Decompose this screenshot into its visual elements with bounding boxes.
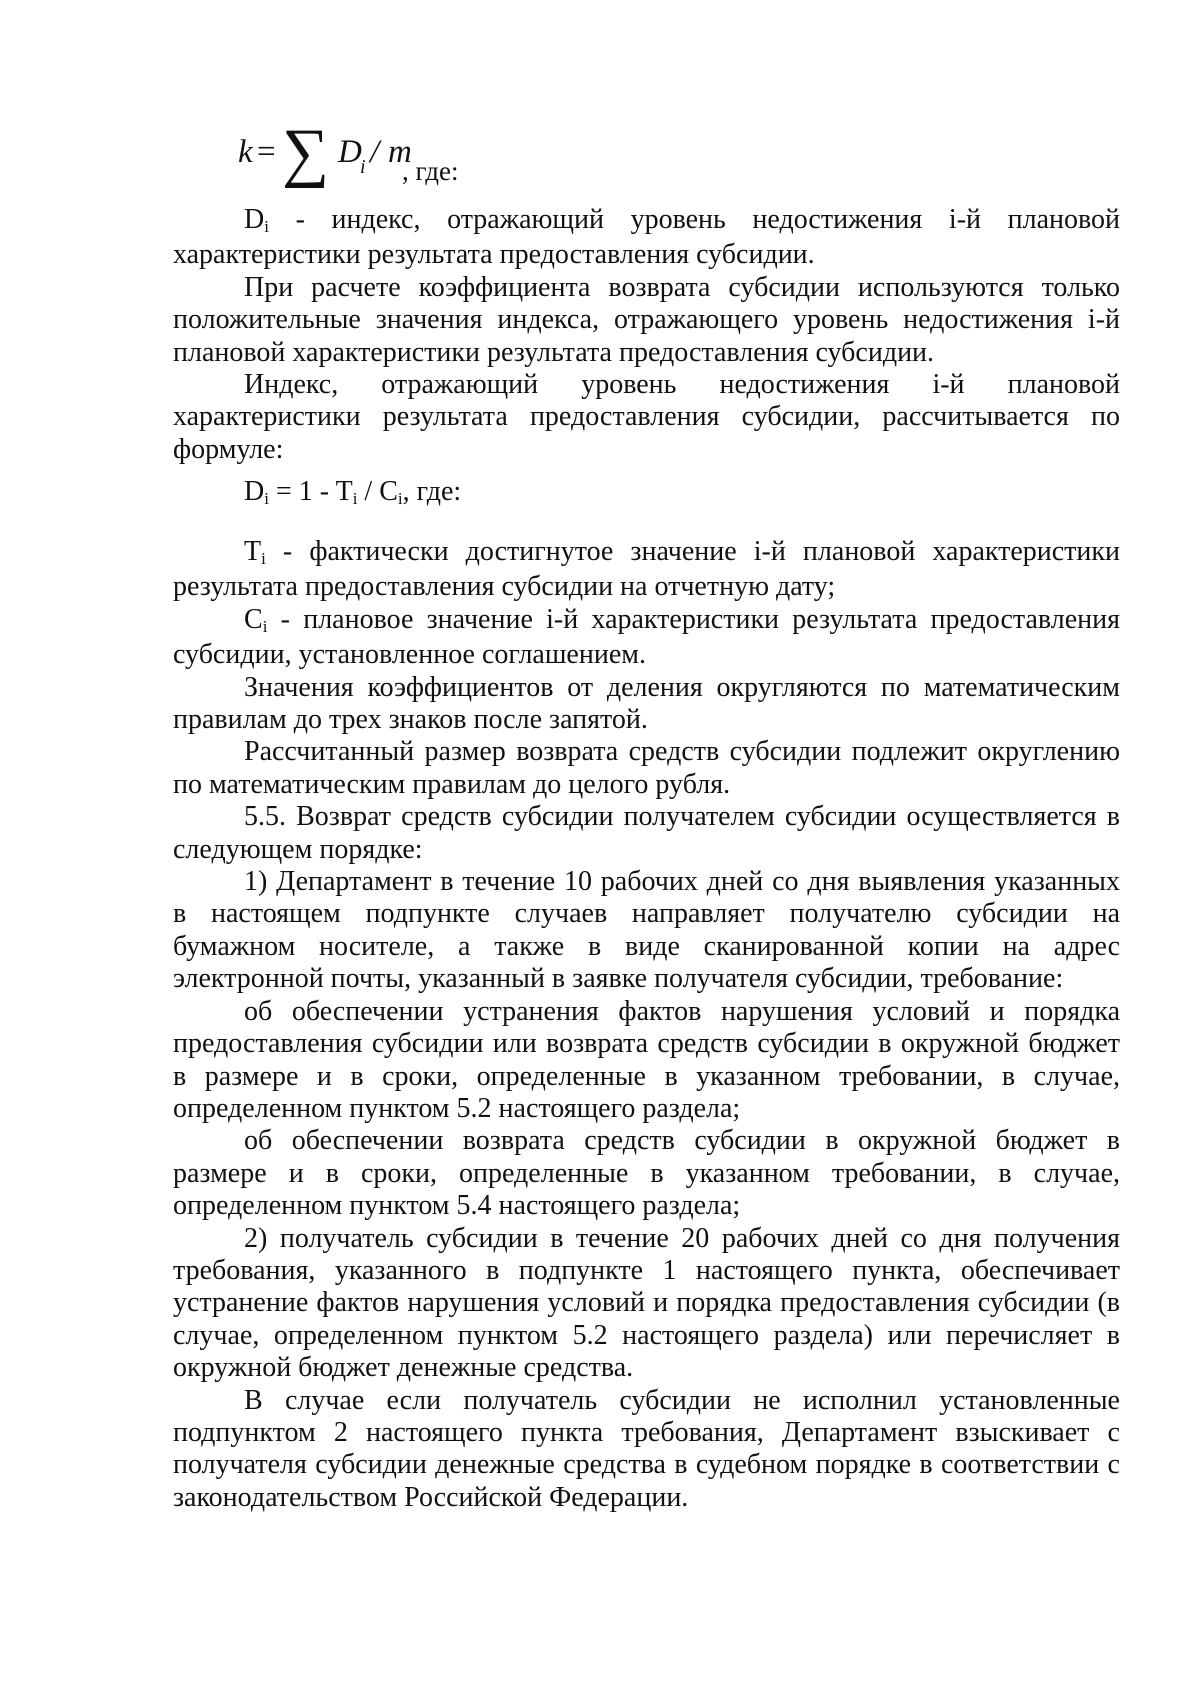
formula-k-d-subscript: i xyxy=(360,156,366,178)
formula-d-line xyxy=(173,476,1120,511)
formula-d-where: , где: xyxy=(402,476,462,507)
t-subscript: i xyxy=(261,549,266,568)
formula-t-subscript: i xyxy=(352,489,358,508)
d-symbol: D xyxy=(244,204,265,235)
paragraph-c-definition xyxy=(173,604,1120,672)
c-symbol: C xyxy=(244,603,263,635)
formula-k-slash: / xyxy=(370,134,380,170)
paragraph-d-definition xyxy=(173,204,1120,272)
c-definition-text: - плановое значение i-й характеристики результата предоставления субсидии, установленное соглашением. xyxy=(173,603,1120,671)
formula-d-symbol: D xyxy=(244,476,265,507)
formula-k-sum-sign: ∑ xyxy=(282,116,330,189)
paragraph-t-definition xyxy=(173,536,1120,604)
formula-d-subscript: i xyxy=(264,489,269,508)
paragraph-item-2: 2) получатель субсидии в течение 20 рабочих дней со дня получения требования, указанного в подпункте 1 настоящего пункта, обеспечивает устранение фактов нарушения условий и порядка предоставления субсидии (в случае, определенном пунктом 5.2 настоящего раздела) или перечисляет в окружной бюджет денежные средства. xyxy=(173,1222,1120,1384)
formula-k-where: , где: xyxy=(402,156,459,186)
d-definition-text: - индекс, отражающий уровень недостижения i-й плановой характеристики результата предоставления субсидии. xyxy=(173,204,1120,271)
definition-d xyxy=(173,204,1120,466)
formula-k xyxy=(238,116,638,210)
paragraph-court-recovery: В случае если получатель субсидии не исполнил установленные подпунктом 2 настоящего пункта требования, Департамент взыскивает с получателя субсидии денежные средства в судебном порядке в соответствии с законодательством Российской Федерации. xyxy=(173,1384,1120,1513)
formula-c-subscript: i xyxy=(397,489,403,508)
formula-k-symbol: k xyxy=(238,134,253,170)
formula-k-m: m xyxy=(388,134,412,170)
d-subscript: i xyxy=(264,217,269,236)
paragraph-5-5: 5.5. Возврат средств субсидии получателем субсидии осуществляется в следующем порядке: xyxy=(173,801,1120,865)
formula-d-mid: = 1 - T xyxy=(268,476,353,507)
paragraph-index-formula-intro: Индекс, отражающий уровень недостижения i-й плановой характеристики результата предоставления субсидии, рассчитывается по формуле: xyxy=(173,369,1120,465)
paragraph-rounding-coefficients: Значения коэффициентов от деления округляются по математическим правилам до трех знаков после запятой. xyxy=(173,671,1120,736)
paragraph-item-1: 1) Департамент в течение 10 рабочих дней со дня выявления указанных в настоящем подпункте случаев направляет получателю субсидии на бумажном носителе, а также в виде сканированной копии на адрес электронной почты, указанный в заявке получателя субсидии, требование: xyxy=(173,866,1120,995)
paragraph-requirement-5-4: об обеспечении возврата средств субсидии в окружной бюджет в размере и в сроки, определенные в указанном требовании, в случае, определенном пунктом 5.4 настоящего раздела; xyxy=(173,1125,1120,1222)
formula-k-equals: = xyxy=(257,134,276,170)
paragraph-rounding-amount: Рассчитанный размер возврата средств субсидии подлежит округлению по математическим правилам до целого рубля. xyxy=(173,736,1120,800)
t-definition-text: - фактически достигнутое значение i-й плановой характеристики результата предоставления субсидии на отчетную дату; xyxy=(173,536,1120,603)
c-subscript: i xyxy=(262,616,268,636)
formula-k-d: D xyxy=(338,134,362,170)
t-symbol: T xyxy=(244,536,262,567)
paragraph-requirement-5-2: об обеспечении устранения фактов нарушения условий и порядка предоставления субсидии или возврата средств субсидии в окружной бюджет в размере и в сроки, определенные в указанном требовании, в случае, определенном пунктом 5.2 настоящего раздела; xyxy=(173,995,1120,1124)
paragraph-positive-values: При расчете коэффициента возврата субсидии используются только положительные значения индекса, отражающего уровень недостижения i-й плановой характеристики результата предоставления субсидии. xyxy=(173,271,1120,368)
main-text xyxy=(173,536,1120,1514)
formula-d-slash: / C xyxy=(357,476,398,507)
formula-d xyxy=(173,476,1120,511)
